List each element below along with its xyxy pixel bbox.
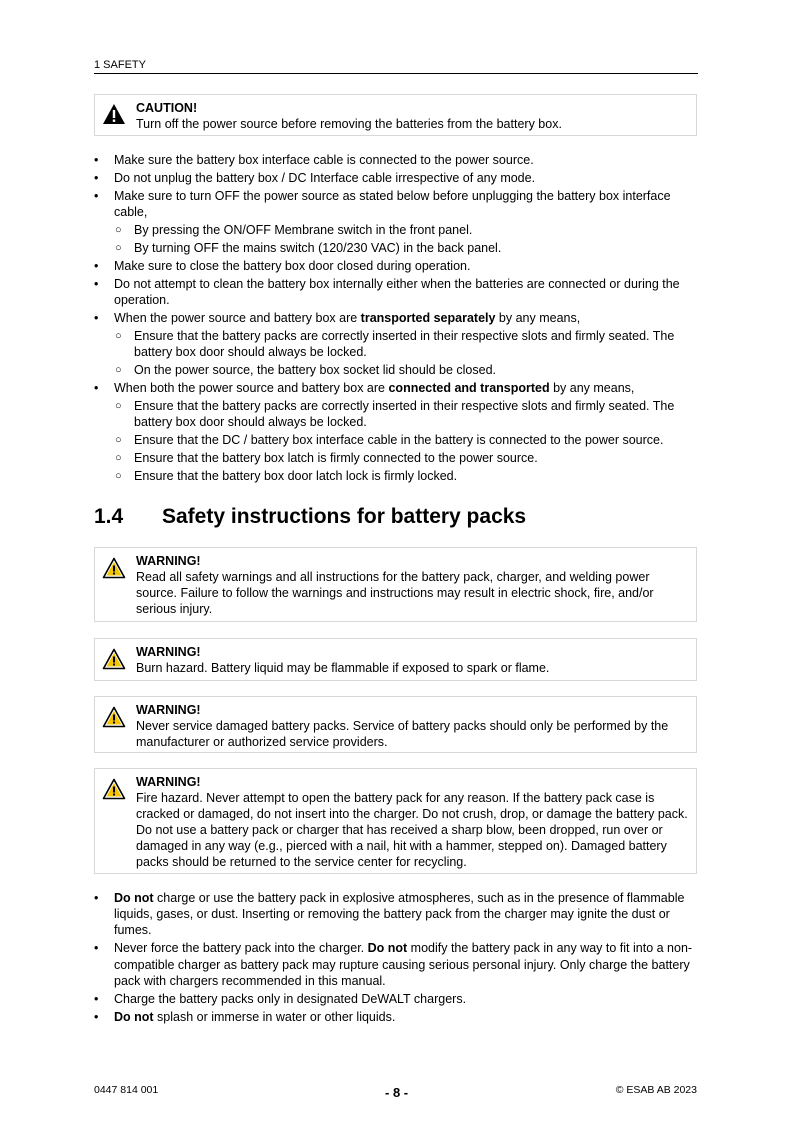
warning-box [94,768,697,874]
sub-list-item: ○ By pressing the ON/OFF Membrane switch in the front panel. [115,222,473,237]
warning-title: WARNING! [136,775,201,789]
warning-icon [102,648,126,670]
warning-icon [102,778,126,800]
list-item: • Do not splash or immerse in water or other liquids. [94,1009,396,1024]
caution-icon [102,103,126,125]
battery-pack-list [94,890,704,1027]
warning-box [94,547,697,622]
list-item: • Make sure to turn OFF the power source as stated below before unplugging the battery box interface cable, ○ By pressing the ON/OFF Membrane switch in the front panel. ○ By turning OFF the mains switch (120/230 VAC) in the back panel. [94,188,704,256]
warning-title: WARNING! [136,645,201,659]
list-item: • Make sure to close the battery box door closed during operation. [94,258,471,273]
warning-box [94,638,697,681]
list-item: • Do not charge or use the battery pack in explosive atmospheres, such as in the presence of flammable liquids, gases, or dust. Inserting or removing the battery pack from the charger may ignite the dust or fumes. [94,891,685,938]
sub-list-item: ○ Ensure that the DC / battery box interface cable in the battery is connected to the power source. [115,432,664,447]
sub-list-item: ○ Ensure that the battery box latch is firmly connected to the power source. [115,450,538,465]
list-item: • Charge the battery packs only in designated DeWALT chargers. [94,991,467,1006]
sub-list-item: ○ Ensure that the battery box door latch lock is firmly locked. [115,468,458,483]
section-number: 1.4 [94,505,124,528]
list-item: • Never force the battery pack into the charger. Do not modify the battery pack in any way to fit into a non-compatible charger as battery pack may rupture causing serious personal injury. Only charge the battery pack with chargers recommended in this manual. [94,941,693,988]
warning-text: Read all safety warnings and all instructions for the battery pack, charger, and welding power source. Failure to follow the warnings and instructions may result in electric shock, fire, and/or serious injury. [136,570,654,616]
sub-list-item: ○ Ensure that the battery packs are correctly inserted in their respective slots and firmly seated. The battery box door should always be locked. [115,398,675,429]
warning-title: WARNING! [136,554,201,568]
section-title: Safety instructions for battery packs [162,505,527,528]
warning-icon [102,706,126,728]
battery-box-list [94,152,704,486]
warning-text: Never service damaged battery packs. Service of battery packs should only be performed by the manufacturer or authorized service providers. [136,719,669,749]
caution-box [94,94,697,136]
warning-title: WARNING! [136,703,201,717]
running-header: 1 SAFETY [94,59,698,74]
warning-text: Fire hazard. Never attempt to open the battery pack for any reason. If the battery pack case is cracked or damaged, do not insert into the charger. Do not crush, drop, or damage the battery pack. Do not use a battery pack or charger that has received a sharp blow, been dropped, run over or damaged in any way (e.g., pierced with a nail, hit with a hammer, stepped on). Damaged battery packs should be returned to the service center for recycling. [136,791,688,869]
caution-text: Turn off the power source before removing the batteries from the battery box. [136,117,562,131]
warning-text: Burn hazard. Battery liquid may be flammable if exposed to spark or flame. [136,661,550,675]
list-item: • Do not attempt to clean the battery box internally either when the batteries are connected or during the operation. [94,276,680,308]
list-item: • Make sure the battery box interface cable is connected to the power source. [94,153,534,167]
list-item: • When the power source and battery box are transported separately by any means, ○ Ensure that the battery packs are correctly inserted in their respective slots and firmly seated. The battery box door should always be locked. ○ On the power source, the battery box socket lid should be closed. [94,310,704,378]
caution-title: CAUTION! [136,101,198,115]
list-item: • When both the power source and battery box are connected and transported by any means, ○ Ensure that the battery packs are correctly inserted in their respective slots and firmly seated. The battery box door should always be locked. ○ Ensure that the DC / battery box interface cable in the battery is connected to the power source. ○ Ensure that the battery box latch is firmly connected to the power source. ○ Ensure that the battery box door latch lock is firmly locked. [94,380,704,484]
section-heading [94,505,526,529]
sub-list-item: ○ On the power source, the battery box socket lid should be closed. [115,363,497,378]
warning-icon [102,557,126,579]
sub-list-item: ○ By turning OFF the mains switch (120/230 VAC) in the back panel. [115,240,502,255]
sub-list-item: ○ Ensure that the battery packs are correctly inserted in their respective slots and firmly seated. The battery box door should always be locked. [115,328,675,360]
list-item: • Do not unplug the battery box / DC Interface cable irrespective of any mode. [94,171,536,185]
page-number: - 8 - [385,1085,409,1100]
footer-copyright: © ESAB AB 2023 [615,1084,697,1096]
warning-box [94,696,697,753]
footer-doc-number: 0447 814 001 [94,1084,159,1096]
